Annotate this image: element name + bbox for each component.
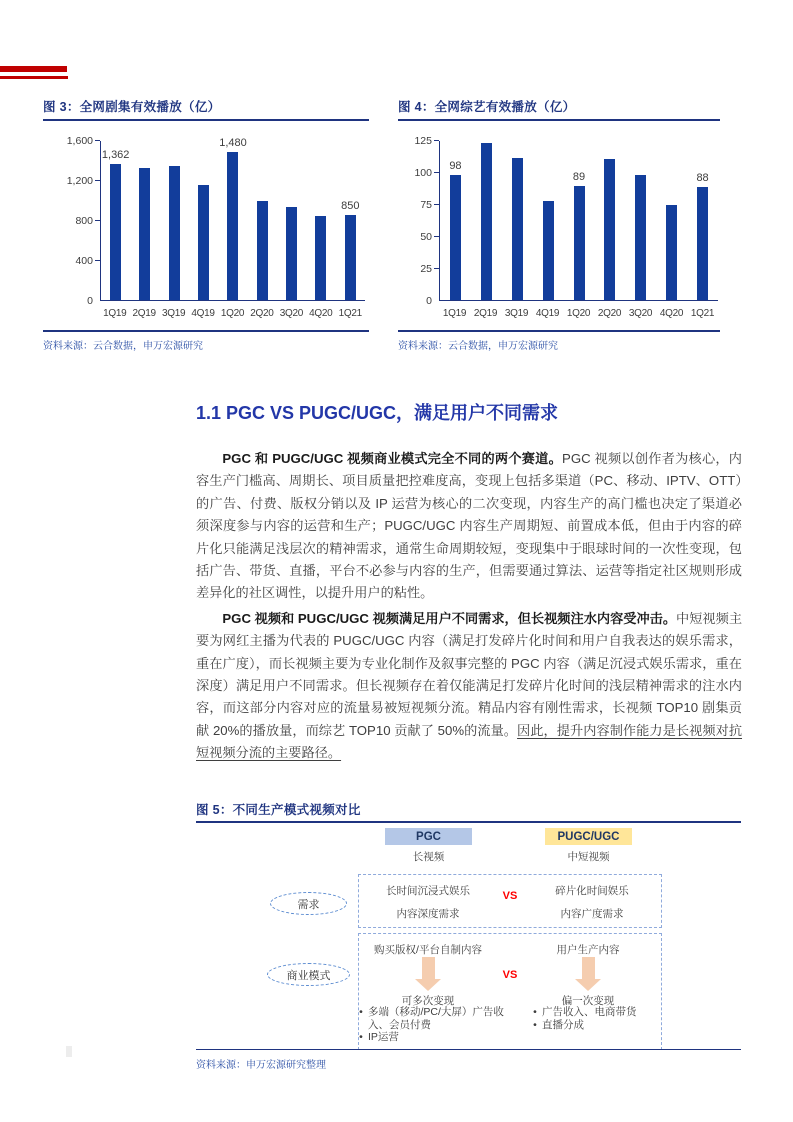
y-tick-mark [434, 140, 439, 142]
x-tick-label: 4Q19 [535, 308, 560, 319]
bar-3Q20 [635, 175, 646, 300]
y-tick-mark [95, 220, 100, 222]
figure-3-source: 资料来源：云合数据，申万宏源研究 [43, 340, 203, 352]
figure-4-x-axis-labels [439, 308, 718, 323]
figure-4-bars [440, 141, 718, 300]
bar-slot-4Q19 [189, 141, 218, 300]
paragraph-2 [196, 608, 742, 765]
business-pgc-bullets [354, 1006, 512, 1044]
y-tick-mark [434, 172, 439, 174]
y-tick-label: 25 [420, 263, 432, 275]
figure-4-plot-area [439, 141, 718, 301]
x-tick-label: 2Q20 [597, 308, 622, 319]
pugc-ugc-subtitle: 中短视频 [567, 851, 610, 863]
demand-pgc-cell [363, 880, 493, 926]
y-tick-label: 100 [414, 167, 432, 179]
figure-5 [196, 803, 741, 1071]
figure-4-title-rule [398, 119, 720, 121]
x-tick-label: 2Q19 [132, 308, 156, 319]
bar-slot-4Q20 [306, 141, 335, 300]
bar-data-label: 1,362 [101, 148, 130, 161]
business-pugc-bullets [528, 1006, 668, 1031]
pugc-ugc-header-box: PUGC/UGC [545, 828, 632, 845]
bar-slot-4Q20 [656, 141, 687, 300]
business-pgc-top: 购买版权/平台自制内容 [374, 944, 482, 956]
demand-pugc-line2: 内容广度需求 [560, 908, 624, 920]
bullet-text: 直播分成 [542, 1018, 584, 1031]
bar-data-label: 88 [696, 172, 709, 185]
bar-slot-4Q19 [533, 141, 564, 300]
bar-4Q19 [543, 201, 554, 300]
bar-slot-1Q19 [440, 141, 471, 300]
y-tick-label: 50 [420, 231, 432, 243]
x-tick-label: 4Q19 [191, 308, 215, 319]
bar-slot-1Q21 [687, 141, 718, 300]
paragraph-1-lead: PGC 和 PUGC/UGC 视频商业模式完全不同的两个赛道。 [222, 451, 563, 466]
bar-slot-2Q20 [594, 141, 625, 300]
figure-3 [43, 100, 369, 352]
bar-data-label: 89 [572, 171, 586, 184]
bullet-text: IP运营 [368, 1031, 399, 1043]
bar-slot-3Q20 [625, 141, 656, 300]
bullet-item [354, 1006, 512, 1031]
bar-slot-3Q20 [277, 141, 306, 300]
bar-slot-3Q19 [160, 141, 189, 300]
bar-3Q20 [286, 207, 297, 301]
x-tick-label: 1Q21 [338, 308, 362, 319]
figure-5-bottom-rule [196, 1049, 741, 1051]
red-accent-bar-top [0, 66, 67, 72]
paragraph-2-lead: PGC 视频和 PUGC/UGC 视频满足用户不同需求，但长视频注水内容受冲击。 [222, 610, 677, 626]
figure-3-title: 图 3：全网剧集有效播放（亿） [43, 100, 221, 114]
bar-slot-1Q21 [336, 141, 365, 300]
bar-data-label: 98 [449, 159, 462, 172]
business-vs-label: VS [502, 969, 518, 981]
bar-2Q19 [139, 168, 150, 300]
x-tick-label: 3Q20 [279, 308, 303, 319]
figure-5-source: 资料来源：申万宏源研究整理 [196, 1060, 326, 1071]
y-tick-mark [434, 236, 439, 238]
x-tick-label: 1Q19 [103, 308, 127, 319]
x-tick-label: 4Q20 [309, 308, 333, 319]
paragraph-1-body: PGC 视频以创作者为核心，内容生产门槛高、周期长、项目质量把控难度高，变现上包括多渠道（PC、移动、IPTV、OTT）的广告、付费、版权分销以及 IP 运营为核心的二次变现，内容生产的高门槛也决定了渠道必须深度参与内容的运营和生产；PUGC/UGC 内容生产周期短、前置成本低，但由于内容的碎片化只能满足浅层次的精神需求，通常生命周期较短，变现集中于眼球时间的一次性变现，包括广告、带货、直播，平台不必参与内容的生产，但需要通过算法、运营等指定社区规则形成差异化的社区调性，以提升用户的粘性。 [196, 451, 742, 601]
x-tick-label: 1Q20 [566, 308, 591, 319]
figure-3-bars [101, 137, 365, 300]
demand-vs-label: VS [502, 890, 518, 902]
y-tick-label: 0 [87, 295, 93, 307]
figure-3-y-axis-labels [43, 135, 93, 307]
y-tick-mark [95, 180, 100, 182]
x-tick-label: 2Q20 [250, 308, 274, 319]
y-tick-label: 125 [414, 135, 432, 147]
paragraph-1 [196, 448, 742, 605]
business-pgc-result: 可多次变现 [401, 995, 455, 1007]
bar-2Q20 [604, 159, 615, 300]
figure-4-title: 图 4：全网综艺有效播放（亿） [398, 100, 576, 114]
figure-3-bottom-rule [43, 330, 369, 332]
figure-5-title-rule [196, 821, 741, 823]
bar-3Q19 [169, 166, 180, 300]
bullet-text: 广告收入、电商带货 [542, 1006, 637, 1018]
x-tick-label: 1Q19 [442, 308, 467, 319]
bullet-dot-icon: • [359, 1006, 363, 1018]
y-tick-label: 1,200 [66, 175, 93, 187]
bar-1Q21 [345, 215, 356, 300]
figure-4 [398, 100, 720, 352]
figure-4-bottom-rule [398, 330, 720, 332]
bullet-dot-icon: • [359, 1031, 363, 1043]
bar-4Q20 [666, 205, 677, 300]
x-tick-label: 1Q21 [690, 308, 715, 319]
red-accent-bar-bottom [0, 76, 68, 79]
down-arrow-icon [402, 957, 454, 991]
x-tick-label: 3Q20 [628, 308, 653, 319]
y-tick-label: 400 [75, 255, 93, 267]
down-arrow-icon [562, 957, 614, 991]
bar-slot-1Q20 [564, 141, 595, 300]
y-tick-mark [95, 260, 100, 262]
bar-2Q20 [257, 201, 268, 301]
figure-4-source: 资料来源：云合数据，申万宏源研究 [398, 340, 558, 352]
figure-3-chart [43, 127, 369, 323]
bar-1Q20 [574, 186, 585, 300]
bar-1Q19 [450, 175, 461, 300]
figure-4-chart [398, 127, 720, 323]
figure-3-plot-area [100, 137, 365, 301]
demand-label-ellipse: 需求 [270, 892, 347, 915]
bar-4Q20 [315, 216, 326, 301]
y-tick-label: 75 [420, 199, 432, 211]
demand-pgc-line2: 内容深度需求 [396, 908, 460, 920]
bar-data-label: 850 [341, 200, 360, 212]
x-tick-label: 4Q20 [659, 308, 684, 319]
bullet-dot-icon: • [533, 1006, 537, 1018]
y-tick-label: 1,600 [66, 135, 93, 147]
pgc-header-box: PGC [385, 828, 472, 845]
bullet-dot-icon: • [533, 1018, 537, 1031]
y-tick-label: 0 [426, 295, 432, 307]
demand-pugc-cell [527, 880, 657, 926]
y-tick-mark [434, 204, 439, 206]
y-tick-label: 800 [75, 215, 93, 227]
bar-slot-2Q20 [248, 141, 277, 300]
business-model-label-ellipse: 商业模式 [267, 963, 350, 986]
business-pugc-top: 用户生产内容 [556, 944, 620, 956]
x-tick-label: 2Q19 [473, 308, 498, 319]
bar-slot-3Q19 [502, 141, 533, 300]
bullet-item [354, 1031, 512, 1044]
y-tick-mark [434, 268, 439, 270]
demand-pugc-line1: 碎片化时间娱乐 [555, 885, 629, 897]
paragraph-2-underlined-conclusion: 因此，提升内容制作能力是长视频对抗短视频分流的主要路径。 [196, 722, 743, 761]
bar-slot-1Q19 [101, 141, 130, 300]
bar-slot-2Q19 [130, 141, 159, 300]
bar-4Q19 [198, 185, 209, 301]
bar-slot-1Q20 [218, 137, 247, 300]
x-tick-label: 3Q19 [161, 308, 186, 319]
business-pugc-result: 偏一次变现 [561, 995, 615, 1007]
body-text [196, 448, 742, 765]
bar-1Q19 [110, 164, 121, 300]
bullet-text: 多端（移动/PC/大屏）广告收入、会员付费 [368, 1006, 504, 1031]
figure-3-title-rule [43, 119, 369, 121]
footer-mark [66, 1046, 72, 1057]
section-heading: 1.1 PGC VS PUGC/UGC，满足用户不同需求 [196, 403, 559, 423]
bar-data-label: 1,480 [219, 137, 247, 149]
bar-slot-2Q19 [471, 141, 502, 300]
bar-3Q19 [512, 158, 523, 300]
figure-5-diagram [196, 824, 741, 1050]
figure-4-y-axis-labels [398, 135, 432, 307]
paragraph-2-body: 中短视频主要为网红主播为代表的 PUGC/UGC 内容（满足打发碎片化时间和用户自我表达的娱乐需求，重在广度），而长视频主要为专业化制作及叙事完整的 PGC 内容（满足沉浸式娱乐需求，重在深度）满足用户不同需求。但长视频存在着仅能满足打发碎片化时间的浅层精神需求的注水内容，而这部分内容对应的流量易被短视频分流。精品内容有刚性需求，长视频 TOP10 剧集贡献 20%的播放量，而综艺 TOP10 贡献了 50%的流量。 [196, 610, 743, 738]
x-tick-label: 1Q20 [220, 308, 245, 319]
x-tick-label: 3Q19 [504, 308, 529, 319]
demand-pgc-line1: 长时间沉浸式娱乐 [386, 885, 470, 897]
bar-2Q19 [481, 143, 492, 300]
bullet-item [528, 1006, 668, 1019]
bar-1Q20 [227, 152, 238, 300]
y-tick-mark [95, 140, 100, 142]
pgc-subtitle: 长视频 [412, 851, 445, 863]
figure-5-title: 图 5：不同生产模式视频对比 [196, 803, 361, 817]
figure-3-x-axis-labels [100, 308, 365, 323]
bullet-item [528, 1019, 668, 1032]
bar-1Q21 [697, 187, 708, 300]
